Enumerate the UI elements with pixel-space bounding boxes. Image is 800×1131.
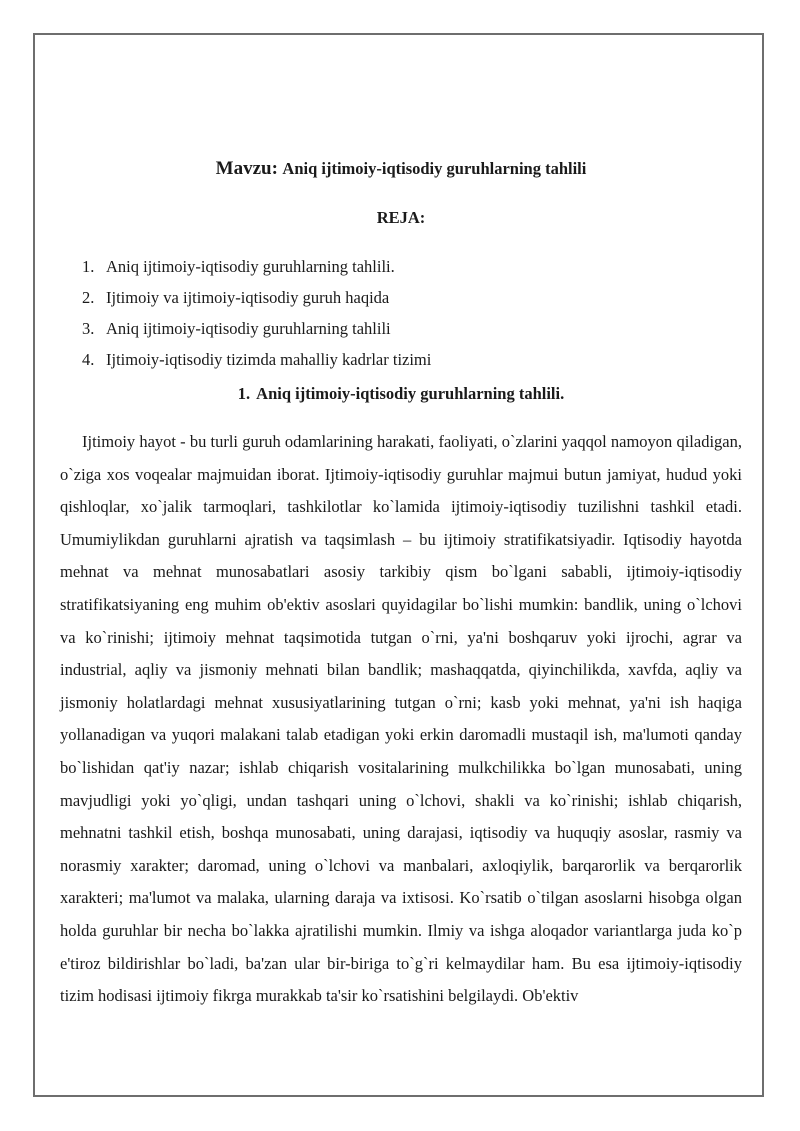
section-number: 1.	[237, 384, 251, 403]
plan-item: 2. Ijtimoiy va ijtimoiy-iqtisodiy guruh haqida	[82, 288, 390, 307]
plan-heading: REJA:	[376, 208, 426, 227]
plan-item: 4. Ijtimoiy-iqtisodiy tizimda mahalliy kadrlar tizimi	[82, 350, 432, 369]
plan-list	[82, 256, 431, 380]
section-title: Aniq ijtimoiy-iqtisodiy guruhlarning tahlili.	[256, 384, 565, 403]
body-paragraph: Ijtimoiy hayot - bu turli guruh odamlarining harakati, faoliyati, o`zlarini yaqqol namoyon qiladigan, o`ziga xos voqealar majmuidan iborat. Ijtimoiy-iqtisodiy guruhlar majmui butun jamiyat, hudud yoki qishloqlar, xo`jalik tarmoqlari, tashkilotlar ko`lamida ijtimoiy-iqtisodiy tuzilishni tashkil etadi. Umumiylikdan guruhlarni ajratish va taqsimlash – bu ijtimoiy stratifikatsiyadir. Iqtisodiy hayotda mehnat va mehnat munosabatlari asosiy tarkibiy qism bo`lgani sababli, ijtimoiy-iqtisodiy stratifikatsiyaning eng muhim ob'ektiv asoslari quyidagilar bo`lishi mumkin: bandlik, uning o`lchovi va ko`rinishi; ijtimoiy mehnat taqsimotida tutgan o`rni, ya'ni boshqaruv yoki ijrochi, agrar va industrial, aqliy va jismoniy mehnati bilan bandlik; mashaqqatda, qiyinchilikda, xavfda, aqliy va jismoniy holatlardagi mehnat xususiyatlarining tutgan o`rni; kasb yoki mehnat, ya'ni ish haqiga yollanadigan va yuqori malakani talab etadigan yoki erkin daromadli mustaqil ish, ma'lumoti qanday bo`lishidan qat'iy nazar; ishlab chiqarish vositalarining mulkchilikka bo`lgan munosabati, uning mavjudligi yoki yo`qligi, undan tashqari uning o`lchovi, shakli va ko`rinishi; ishlab chiqarish, mehnatni tashkil etish, boshqa munosabati, uning darajasi, iqtisodiy va huquqiy asoslar, rasmiy va norasmiy xarakter; daromad, uning o`lchovi va manbalari, axloqiylik, barqarorlik va berqarorlik xarakteri; ma'lumot va malaka, ularning daraja va ixtisosi. Ko`rsatib o`tilgan asoslarni hisobga olgan holda guruhlar bir necha bo`lakka ajratilishi mumkin. Ilmiy va ishga aloqador variantlarga juda ko`p e'tiroz bildirishlar bo`ladi, ba'zan ular bir-biriga to`g`ri kelmaydilar ham. Bu esa ijtimoiy-iqtisodiy tizim hodisasi ijtimoiy fikrga murakkab ta'sir ko`rsatishini belgilaydi. Ob'ektiv	[60, 432, 742, 1006]
section-heading	[60, 384, 742, 404]
plan-item: 3. Aniq ijtimoiy-iqtisodiy guruhlarning tahlili	[82, 319, 391, 338]
document-title	[60, 158, 742, 180]
title-prefix: Mavzu:	[215, 158, 278, 179]
plan-item: 1. Aniq ijtimoiy-iqtisodiy guruhlarning tahlili.	[82, 257, 395, 276]
title-text: Aniq ijtimoiy-iqtisodiy guruhlarning tahlili	[282, 159, 587, 178]
